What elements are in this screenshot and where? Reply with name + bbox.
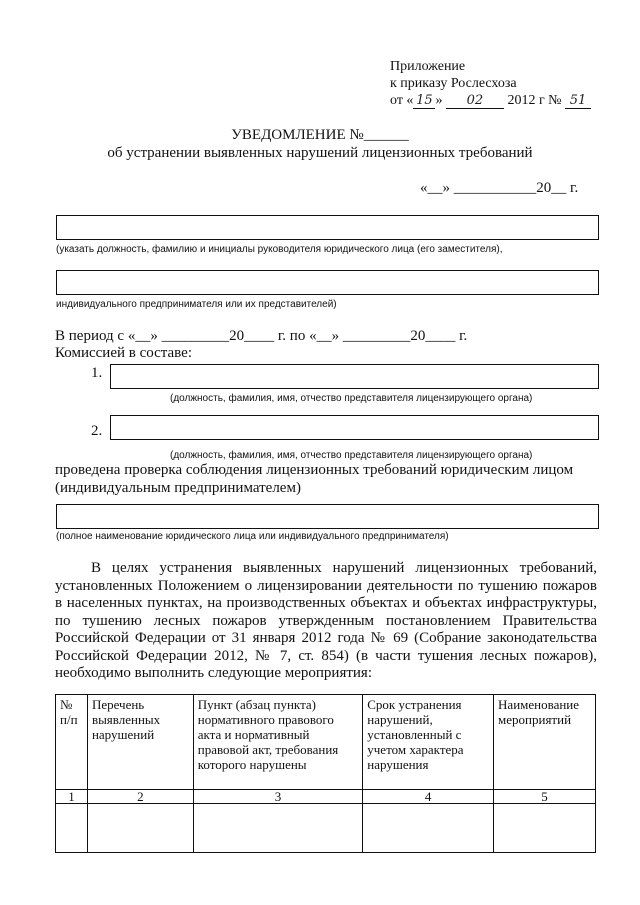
- annex-number: 51: [565, 94, 591, 109]
- table-header-row: [56, 695, 596, 790]
- annex-date-number: [390, 92, 591, 109]
- entity-name-field[interactable]: [56, 504, 599, 529]
- member1-field[interactable]: [110, 364, 599, 389]
- annex-block: [390, 58, 591, 109]
- body-paragraph: В целях устранения выявленных нарушений лицензионных требований, установленных Положением о лицензировании деятельности по тушению пожаров в населенных пунктах, на производственных объектах и объектах инфраструктуры, по тушению лесных пожаров утвержденным постановлением Правительства Российской Федерации от 31 января 2012 года № 69 (Собрание законодательства Российской Федерации 2012, № 7, ст. 854) (в части тушения лесных пожаров), необходимо выполнить следующие мероприятия:: [55, 560, 597, 681]
- col-number-3: 3: [193, 790, 363, 804]
- head-name-field[interactable]: [56, 215, 599, 240]
- member1-caption: (должность, фамилия, имя, отчество представителя лицензирующего органа): [170, 393, 533, 404]
- annex-from-prefix: от «: [390, 93, 414, 108]
- annex-day: 15: [413, 94, 435, 109]
- annex-year-text: 2012 г №: [507, 93, 562, 108]
- table-cell[interactable]: [87, 804, 193, 853]
- col-number-2: 2: [87, 790, 193, 804]
- table-number-row: [56, 790, 596, 804]
- notice-subheading: об устранении выявленных нарушений лицензионных требований: [107, 145, 533, 161]
- annex-month: 02: [446, 94, 504, 109]
- check-line-2: (индивидуальным предпринимателем): [55, 480, 301, 496]
- period-line: В период с «__» _________20____ г. по «__» _________20____ г.: [55, 328, 468, 344]
- header-violations: Перечень выявленных нарушений: [87, 695, 193, 790]
- annex-title: Приложение: [390, 59, 466, 74]
- header-deadline: Срок устранения нарушений, установленный с учетом характера нарушения: [363, 695, 494, 790]
- member2-caption: (должность, фамилия, имя, отчество представителя лицензирующего органа): [170, 450, 533, 461]
- head-name-caption: (указать должность, фамилию и инициалы руководителя юридического лица (его заместителя),: [56, 244, 503, 255]
- member1-number: 1.: [91, 365, 103, 381]
- entrepreneur-name-field[interactable]: [56, 270, 599, 295]
- col-number-1: 1: [56, 790, 88, 804]
- header-number: № п/п: [56, 695, 88, 790]
- check-line-1: проведена проверка соблюдения лицензионных требований юридическим лицом: [55, 462, 574, 478]
- table-cell[interactable]: [193, 804, 363, 853]
- notice-heading: УВЕДОМЛЕНИЕ №______: [231, 127, 409, 143]
- entrepreneur-caption: индивидуального предпринимателя или их представителей): [56, 299, 337, 310]
- commission-label: Комиссией в составе:: [55, 345, 193, 361]
- table-cell[interactable]: [494, 804, 596, 853]
- entity-caption: (полное наименование юридического лица или индивидуального предпринимателя): [56, 531, 449, 542]
- table-cell[interactable]: [363, 804, 494, 853]
- date-line: «__» ___________20__ г.: [420, 180, 579, 196]
- member2-number: 2.: [91, 423, 103, 439]
- measures-table: [55, 694, 596, 853]
- header-measures: Наименование мероприятий: [494, 695, 596, 790]
- col-number-5: 5: [494, 790, 596, 804]
- annex-day-close: »: [435, 93, 443, 108]
- table-row: [56, 804, 596, 853]
- header-legal-act: Пункт (абзац пункта) нормативного правового акта и нормативный правовой акт, требования которого нарушены: [193, 695, 363, 790]
- table-cell[interactable]: [56, 804, 88, 853]
- annex-order-ref: к приказу Рослесхоза: [390, 76, 517, 91]
- member2-field[interactable]: [110, 415, 599, 440]
- col-number-4: 4: [363, 790, 494, 804]
